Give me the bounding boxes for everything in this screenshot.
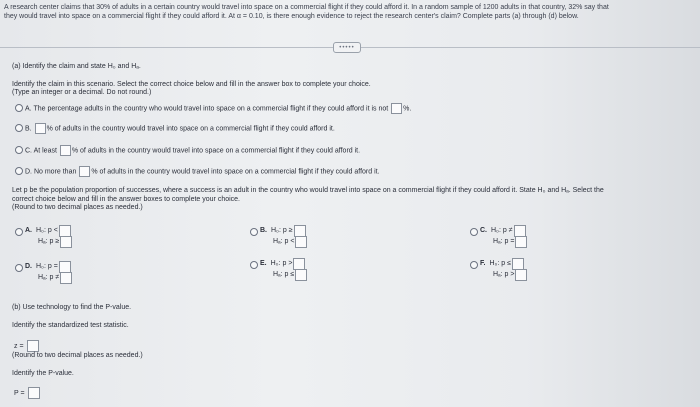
hyp-choice-b-radio[interactable]: [250, 228, 258, 236]
choice-text: At least: [33, 147, 57, 155]
part-b-heading: (b) Use technology to find the P-value.: [12, 304, 132, 311]
choice-letter: A.: [25, 227, 32, 234]
hyp-f-ha-box[interactable]: [515, 269, 527, 281]
alt-hypothesis: Hₐ: p >: [493, 271, 515, 278]
claim-d-answer-box[interactable]: [79, 166, 90, 177]
claim-choice-a[interactable]: [25, 103, 411, 114]
alt-hypothesis: Hₐ: p =: [493, 238, 515, 245]
choice-letter: E.: [260, 260, 267, 267]
part-a-heading: (a) Identify the claim and state H₀ and Hₐ.: [12, 63, 141, 70]
hyp-choice-a[interactable]: [25, 225, 73, 247]
claim-choice-b-radio[interactable]: [15, 124, 23, 132]
choice-suffix: % of adults in the country would travel into space on a commercial flight if they could afford it.: [71, 147, 361, 155]
choice-letter: D.: [25, 263, 32, 270]
hyp-choice-c[interactable]: [480, 225, 528, 247]
hyp-choice-e[interactable]: [260, 258, 308, 280]
claim-instructions: Identify the claim in this scenario. Select the correct choice below and fill in the answer box to complete your choice.: [12, 81, 371, 88]
claim-choice-c-radio[interactable]: [15, 146, 23, 154]
claim-choice-c[interactable]: [25, 145, 360, 156]
hyp-choice-a-radio[interactable]: [15, 228, 23, 236]
choice-letter: B.: [25, 125, 32, 133]
hyp-e-ha-box[interactable]: [295, 269, 307, 281]
alt-hypothesis: Hₐ: p <: [273, 238, 295, 245]
null-hypothesis: H₀: p ≥: [271, 227, 293, 234]
claim-choice-d-radio[interactable]: [15, 167, 23, 175]
alt-hypothesis: Hₐ: p ≥: [38, 238, 60, 245]
claim-choice-d[interactable]: [25, 166, 380, 177]
hyp-choice-d-radio[interactable]: [15, 264, 23, 272]
problem-statement: [4, 3, 694, 21]
parameter-description: Let p be the population proportion of successes, where a success is an adult in the country who would travel into space on a commercial flight if they could afford it. State H₀ and Hₐ. Select the: [12, 187, 604, 194]
hyp-choice-e-radio[interactable]: [250, 261, 258, 269]
null-hypothesis: H₀: p <: [36, 227, 58, 234]
p-answer-box[interactable]: [28, 387, 40, 399]
parameter-round-note: (Round to two decimal places as needed.): [12, 204, 143, 211]
identify-test-statistic: Identify the standardized test statistic.: [12, 322, 129, 329]
hyp-choice-b[interactable]: [260, 225, 308, 247]
claim-b-answer-box[interactable]: [35, 123, 46, 134]
claim-a-answer-box[interactable]: [391, 103, 402, 114]
p-value-row: [14, 387, 41, 399]
null-hypothesis: H₀: p ≤: [489, 260, 511, 267]
choice-suffix: % of adults in the country would travel into space on a commercial flight if they could afford it.: [91, 168, 380, 176]
choice-letter: C.: [480, 227, 487, 234]
hyp-c-ha-box[interactable]: [515, 236, 527, 248]
hyp-d-ha-box[interactable]: [60, 272, 72, 284]
alt-hypothesis: Hₐ: p ≠: [38, 274, 60, 281]
null-hypothesis: H₀: p =: [36, 263, 58, 270]
alt-hypothesis: Hₐ: p ≤: [273, 271, 295, 278]
hyp-b-ha-box[interactable]: [295, 236, 307, 248]
choice-text: % of adults in the country would travel into space on a commercial flight if they could afford it.: [46, 125, 335, 133]
claim-format-note: (Type an integer or a decimal. Do not round.): [12, 89, 152, 96]
p-label: P =: [14, 389, 25, 397]
hyp-choice-f-radio[interactable]: [470, 261, 478, 269]
z-answer-box[interactable]: [27, 340, 39, 352]
z-label: z =: [14, 342, 24, 350]
choice-text: The percentage adults in the country who would travel into space on a commercial flight if they could afford it is not: [33, 105, 389, 113]
hyp-choice-c-radio[interactable]: [470, 228, 478, 236]
more-dots: •••••: [339, 44, 355, 51]
z-statistic-row: [14, 340, 40, 352]
null-hypothesis: H₀: p ≠: [491, 227, 513, 234]
hyp-a-ha-box[interactable]: [60, 236, 72, 248]
claim-c-answer-box[interactable]: [60, 145, 71, 156]
choice-letter: A.: [25, 105, 32, 113]
claim-choice-b[interactable]: [25, 123, 335, 134]
hyp-choice-d[interactable]: [25, 261, 73, 283]
choice-letter: D.: [25, 168, 32, 176]
expand-more-button[interactable]: [333, 42, 361, 53]
z-round-note: (Round to two decimal places as needed.): [12, 352, 143, 359]
choice-letter: B.: [260, 227, 267, 234]
parameter-instructions: correct choice below and fill in the answer boxes to complete your choice.: [12, 196, 241, 203]
choice-text: No more than: [33, 168, 77, 176]
problem-line-2: they would travel into space on a commercial flight if they could afford it. At α = 0.10, is there enough evidence to reject the research center's claim? Complete parts (a) through (d) below.: [4, 13, 579, 20]
choice-letter: F.: [480, 260, 486, 267]
hyp-choice-f[interactable]: [480, 258, 528, 280]
choice-letter: C.: [25, 147, 32, 155]
null-hypothesis: H₀: p >: [270, 260, 293, 267]
choice-suffix: %.: [403, 105, 412, 113]
identify-p-value: Identify the P-value.: [12, 370, 74, 377]
claim-choice-a-radio[interactable]: [15, 104, 23, 112]
problem-line-1: A research center claims that 30% of adults in a certain country would travel into space on a commercial flight if they could afford it. In a random sample of 1200 adults in that country, 32% say that: [4, 4, 609, 11]
